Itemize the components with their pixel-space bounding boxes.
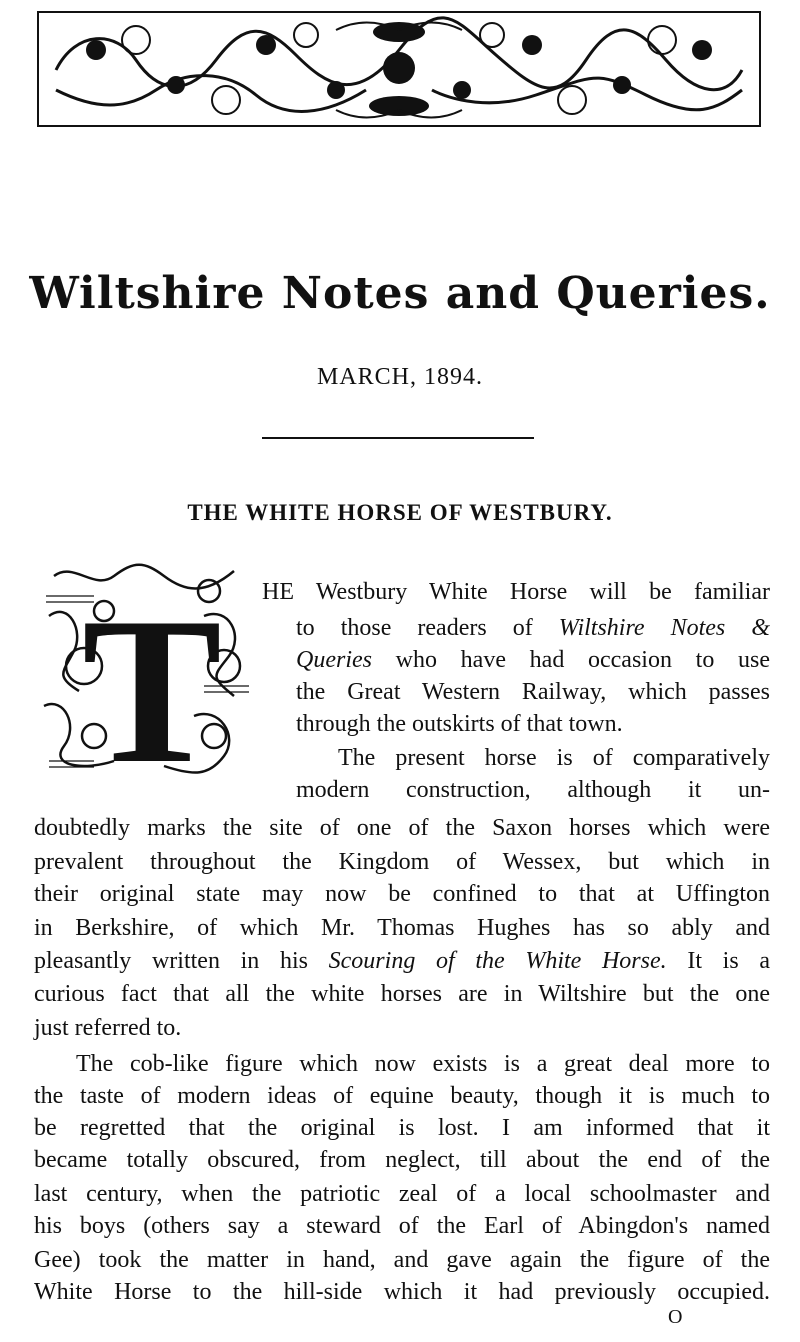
text-line-2: to those readers of Wiltshire Notes &	[296, 615, 770, 641]
text-line-14: just referred to.	[34, 1015, 182, 1041]
text-line-18: became totally obscured, from neglect, till about the end of the	[34, 1147, 770, 1173]
text-line-17: be regretted that the original is lost. I am informed that it	[34, 1115, 770, 1141]
signature-mark: O	[668, 1306, 683, 1328]
text-line-20: his boys (others say a steward of the Earl of Abingdon's named	[34, 1213, 770, 1239]
text-line-6: The present horse is of comparatively	[338, 745, 770, 771]
text-line-1: HE Westbury White Horse will be familiar	[262, 579, 770, 605]
drop-cap-letter: T	[81, 575, 223, 788]
text-line-4: the Great Western Railway, which passes	[296, 679, 770, 705]
article-title: THE WHITE HORSE OF WESTBURY.	[187, 500, 613, 525]
text-line-3: Queries who have had occasion to use	[296, 647, 770, 673]
text-line-8: doubtedly marks the site of one of the Saxon horses which were	[34, 815, 770, 841]
decorated-drop-cap	[34, 556, 264, 788]
divider-rule	[262, 437, 534, 439]
text-line-15: The cob-like figure which now exists is a great deal more to	[76, 1051, 770, 1077]
text-line-9: prevalent throughout the Kingdom of Wessex, but which in	[34, 849, 770, 875]
issue-date: MARCH, 1894.	[316, 364, 484, 390]
text-line-12: pleasantly written in his Scouring of the White Horse. It is a	[34, 948, 770, 974]
ornamental-headpiece	[36, 10, 762, 128]
text-line-11: in Berkshire, of which Mr. Thomas Hughes has so ably and	[34, 915, 770, 941]
text-line-21: Gee) took the matter in hand, and gave again the figure of the	[34, 1247, 770, 1273]
text-line-5: through the outskirts of that town.	[296, 711, 623, 737]
text-line-7: modern construction, although it un-	[296, 777, 770, 803]
text-line-10: their original state may now be confined to that at Uffington	[34, 881, 770, 907]
text-line-16: the taste of modern ideas of equine beauty, though it is much to	[34, 1083, 770, 1109]
text-line-22: White Horse to the hill-side which it had previously occupied.	[34, 1279, 770, 1305]
text-line-13: curious fact that all the white horses are in Wiltshire but the one	[34, 981, 770, 1007]
text-line-19: last century, when the patriotic zeal of a local schoolmaster and	[34, 1181, 770, 1207]
journal-title: Wiltshire Notes and Queries.	[29, 268, 771, 319]
